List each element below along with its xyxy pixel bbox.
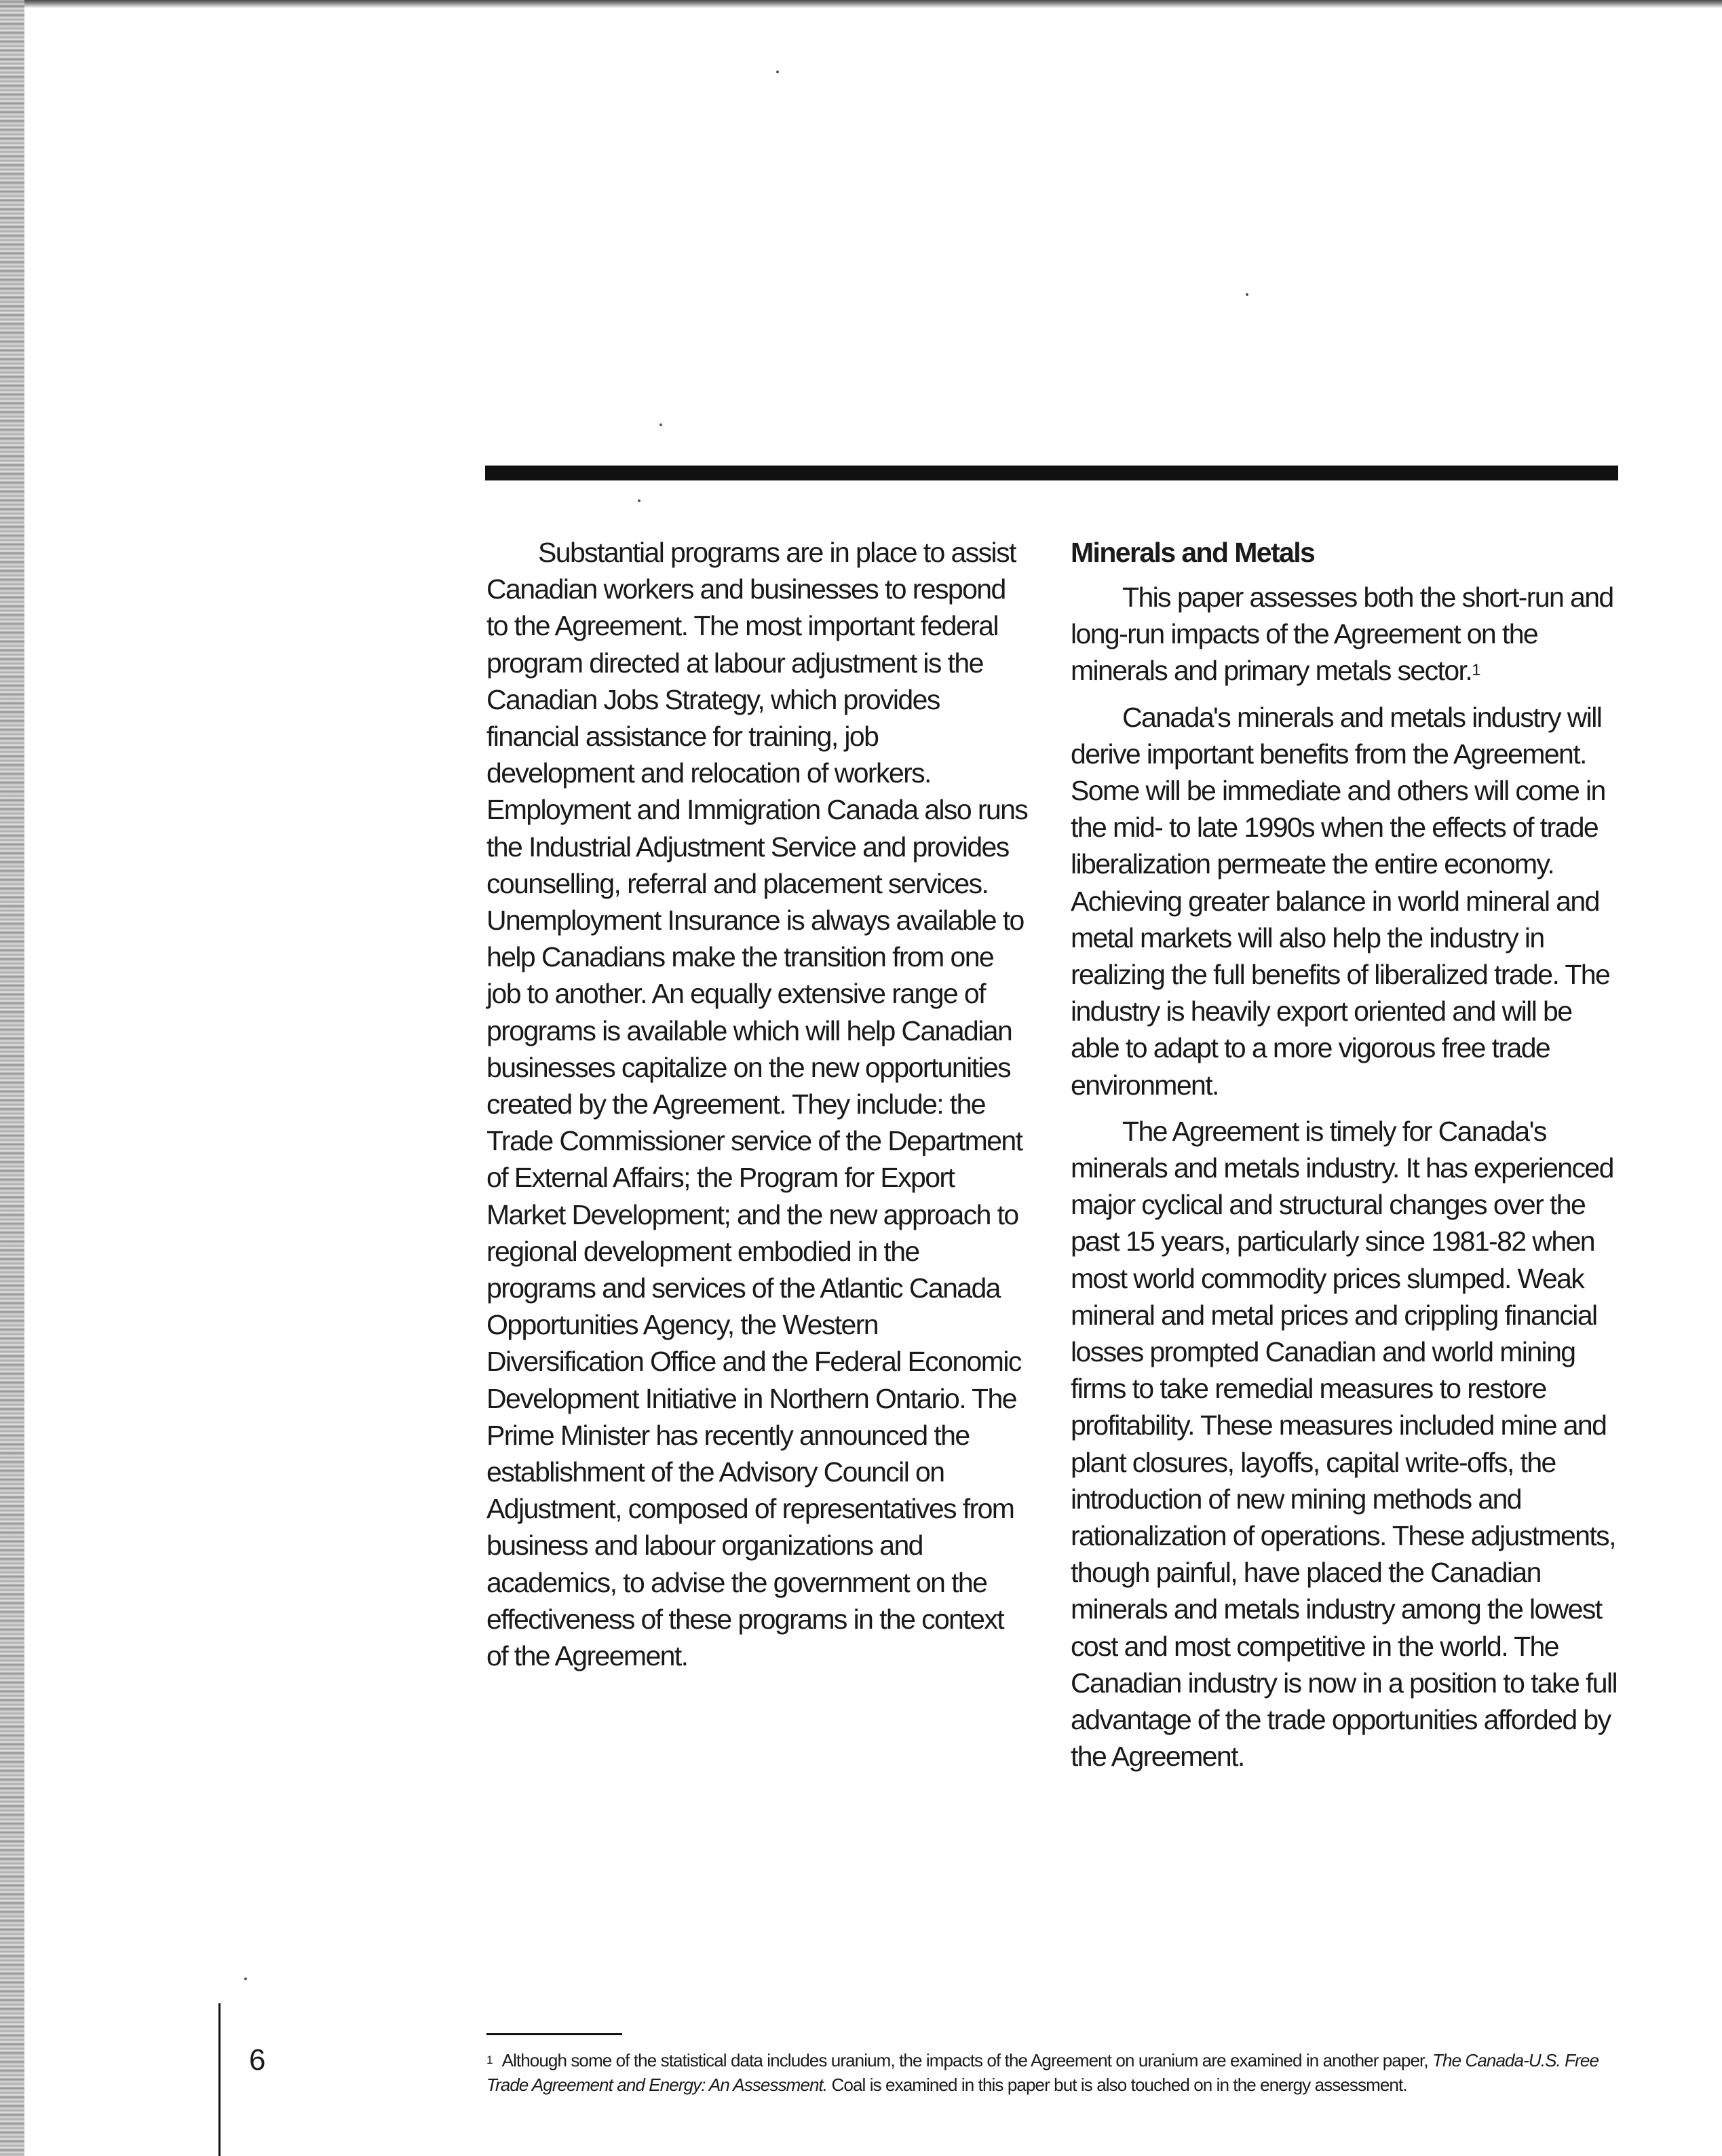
scan-top-edge (0, 0, 1722, 8)
right-column (1071, 534, 1620, 1775)
scan-speck (776, 71, 779, 73)
footnote-cited-title: The Canada-U.S. Free Trade Agreement and Energy: An Assessment. (486, 2050, 1599, 2095)
footnote-text: Although some of the statistical data includes uranium, the impacts of the Agreement on uranium are examined in another paper, (501, 2050, 1433, 2070)
footnote-marker: 1 (486, 2054, 493, 2066)
body-paragraph: The Agreement is timely for Canada's minerals and metals industry. It has experienced major cyclical and structural changes over the past 15 years, particularly since 1981-82 when most world commodity prices slumped. Weak mineral and metal prices and crippling financial losses prompted Canadian and world mining firms to take remedial measures to restore profitability. These measures included mine and plant closures, layoffs, capital write-offs, the introduction of new mining methods and rationalization of operations. These adjustments, though painful, have placed the Canadian minerals and metals industry among the lowest cost and most competitive in the world. The Canadian industry is now in a position to take full advantage of the trade opportunities afforded by the Agreement. (1071, 1115, 1617, 1773)
paragraph-text: This paper assesses both the short-run and long-run impacts of the Agreement on the minerals and primary metals sector. (1071, 582, 1613, 687)
scan-speck (244, 1978, 247, 1980)
page-number: 6 (249, 2043, 266, 2077)
left-column (486, 534, 1029, 1674)
scan-speck (1246, 293, 1248, 296)
margin-line (218, 2003, 221, 2156)
section-heading: Minerals and Metals (1071, 537, 1315, 568)
body-paragraph: Canada's minerals and metals industry will derive important benefits from the Agreement. Some will be immediate and others will come in the mid- to late 1990s when the effects of trade liberalization permeate the entire economy. Achieving greater balance in world mineral and metal markets will also help the industry in realizing the full benefits of liberalized trade. The industry is heavily export oriented and will be able to adapt to a more vigorous free trade environment. (1071, 701, 1610, 1101)
footnote-reference: 1 (1472, 661, 1480, 680)
section-divider-rule (485, 466, 1618, 480)
body-paragraph (1071, 579, 1620, 689)
scan-speck (638, 499, 640, 502)
scan-speck (659, 423, 662, 426)
footnote-rule (486, 2033, 622, 2035)
footnote (486, 2048, 1626, 2097)
scan-left-edge (0, 0, 24, 2156)
body-paragraph: Substantial programs are in place to assist Canadian workers and businesses to respond to the Agreement. The most important federal program directed at labour adjustment is the Canadian Jobs Strategy, which provides financial assistance for training, job development and relocation of workers. Employment and Immigration Canada also runs the Industrial Adjustment Service and provides counselling, referral and placement services. Unemployment Insurance is always available to help Canadians make the transition from one job to another. An equally extensive range of programs is available which will help Canadian businesses capitalize on the new opportunities created by the Agreement. They include: the Trade Commissioner service of the Department of External Affairs; the Program for Export Market Development; and the new approach to regional development embodied in the programs and services of the Atlantic Canada Opportunities Agency, the Western Diversification Office and the Federal Economic Development Initiative in Northern Ontario. The Prime Minister has recently announced the establishment of the Advisory Council on Adjustment, composed of representatives from business and labour organizations and academics, to advise the government on the effectiveness of these programs in the context of the Agreement. (486, 537, 1028, 1672)
footnote-text: Coal is examined in this paper but is also touched on in the energy assessment. (827, 2075, 1407, 2095)
